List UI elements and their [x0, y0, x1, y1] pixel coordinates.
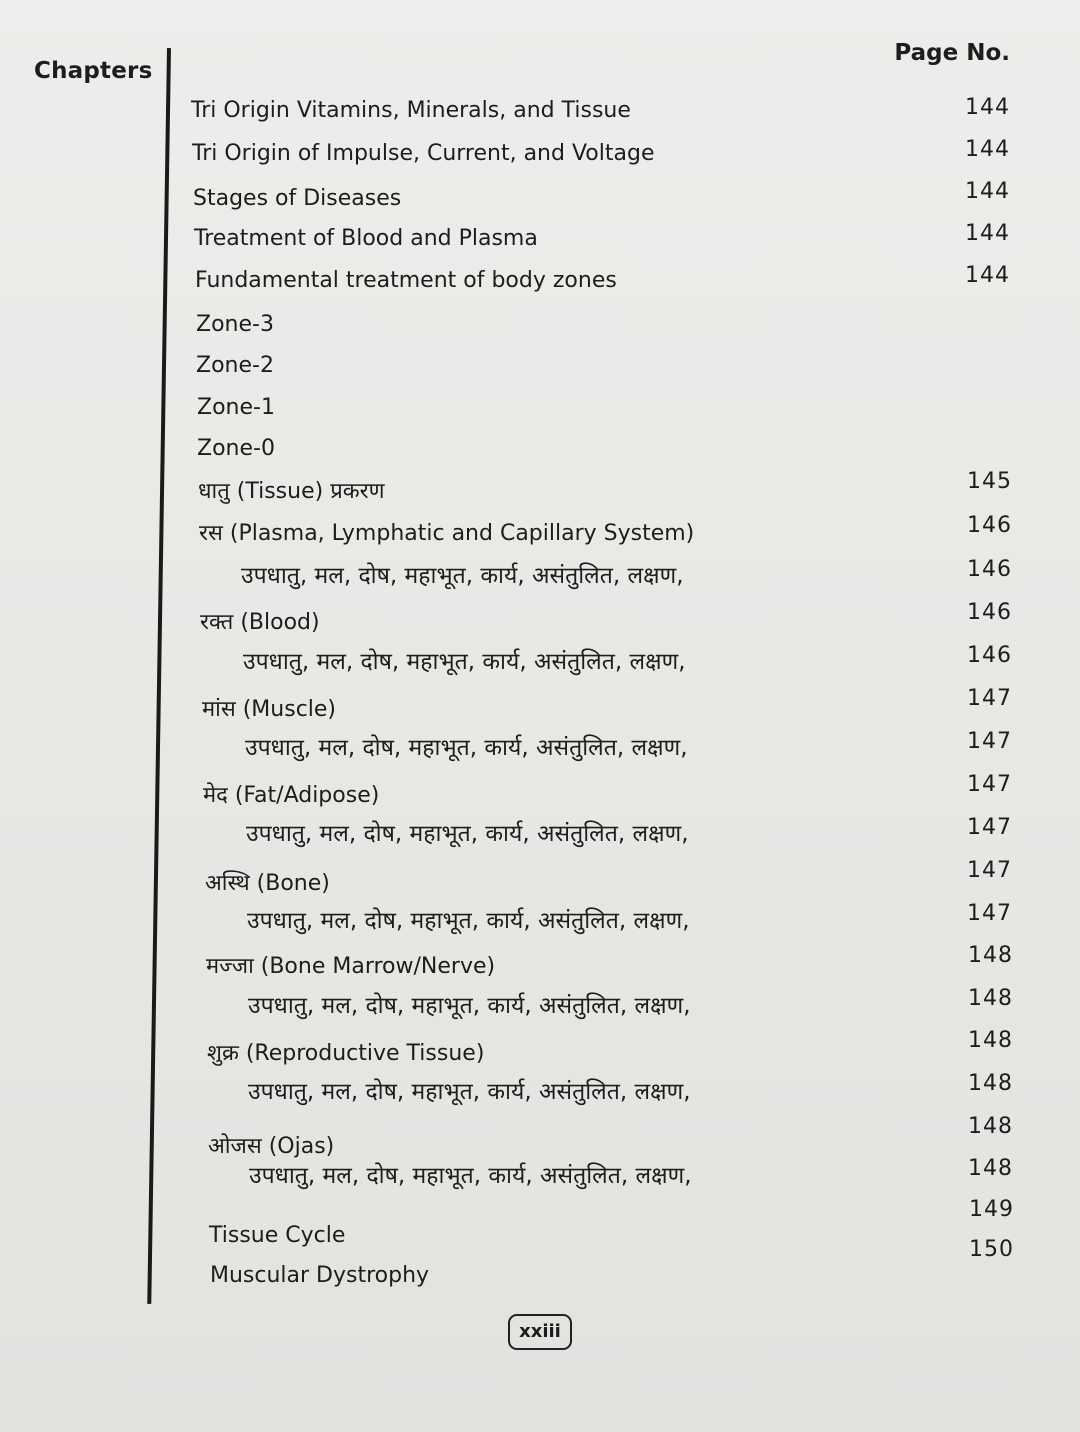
toc-entry-title: Zone-3: [196, 312, 274, 337]
toc-entry-title: मांस (Muscle): [202, 697, 337, 722]
page-folio: xxiii: [508, 1314, 572, 1350]
toc-subentry: उपधातु, मल, दोष, महाभूत, कार्य, असंतुलित, लक्षण,: [243, 649, 686, 675]
toc-subentry: उपधातु, मल, दोष, महाभूत, कार्य, असंतुलित, लक्षण,: [249, 1163, 692, 1189]
toc-page-number: 147: [967, 815, 1012, 840]
toc-page-number: 148: [968, 943, 1013, 968]
toc-subentry: उपधातु, मल, दोष, महाभूत, कार्य, असंतुलित, लक्षण,: [246, 821, 689, 847]
toc-page-number: 148: [968, 1071, 1013, 1096]
toc-entry-title: शुक्र (Reproductive Tissue): [207, 1041, 485, 1066]
toc-page-number: 147: [967, 729, 1012, 754]
toc-entry-title: ओजस (Ojas): [208, 1134, 335, 1159]
toc-entry-title: रस (Plasma, Lymphatic and Capillary System): [199, 521, 695, 546]
toc-entry-title: Stages of Diseases: [193, 186, 402, 211]
toc-page-number: 146: [967, 557, 1012, 582]
toc-page-number: 148: [968, 1114, 1013, 1139]
toc-page-number: 144: [965, 263, 1010, 288]
toc-page-number: 147: [967, 901, 1012, 926]
toc-page-number: 147: [967, 686, 1012, 711]
toc-page-number: 144: [965, 95, 1010, 120]
toc-entry-title: Fundamental treatment of body zones: [195, 268, 617, 293]
toc-entry-title: Tri Origin Vitamins, Minerals, and Tissue: [191, 98, 631, 123]
toc-page-number: 144: [965, 221, 1010, 246]
toc-page-number: 144: [965, 137, 1010, 162]
toc-page-number: 149: [969, 1197, 1014, 1222]
page-number-heading: Page No.: [894, 40, 1010, 66]
chapters-heading: Chapters: [34, 58, 153, 84]
toc-entry-title: मज्जा (Bone Marrow/Nerve): [206, 954, 496, 979]
toc-page-number: 147: [967, 858, 1012, 883]
toc-page-number: 146: [967, 513, 1012, 538]
toc-entry-title: अस्थि (Bone): [205, 871, 330, 896]
toc-entry-title: Tissue Cycle: [209, 1223, 346, 1248]
toc-entry-title: रक्त (Blood): [200, 610, 320, 635]
toc-page-number: 146: [967, 643, 1012, 668]
toc-subentry: उपधातु, मल, दोष, महाभूत, कार्य, असंतुलित, लक्षण,: [245, 735, 688, 761]
toc-entry-title: Zone-2: [196, 353, 274, 378]
toc-entry-title: Zone-0: [197, 436, 275, 461]
toc-entry-title: Zone-1: [197, 395, 275, 420]
toc-subentry: उपधातु, मल, दोष, महाभूत, कार्य, असंतुलित, लक्षण,: [248, 993, 691, 1019]
toc-entry-title: धातु (Tissue) प्रकरण: [198, 479, 385, 504]
toc-page-number: 144: [965, 179, 1010, 204]
toc-page-number: 145: [967, 469, 1012, 494]
toc-page-number: 148: [968, 1028, 1013, 1053]
toc-entry-title: Tri Origin of Impulse, Current, and Voltage: [192, 141, 655, 166]
toc-entry-title: Treatment of Blood and Plasma: [194, 226, 538, 251]
toc-subentry: उपधातु, मल, दोष, महाभूत, कार्य, असंतुलित, लक्षण,: [248, 1079, 691, 1105]
toc-page-number: 148: [968, 1156, 1013, 1181]
toc-page-number: 148: [968, 986, 1013, 1011]
toc-page-number: 146: [967, 600, 1012, 625]
toc-subentry: उपधातु, मल, दोष, महाभूत, कार्य, असंतुलित, लक्षण,: [241, 563, 684, 589]
toc-entry-title: मेद (Fat/Adipose): [203, 783, 380, 808]
toc-subentry: उपधातु, मल, दोष, महाभूत, कार्य, असंतुलित, लक्षण,: [247, 908, 690, 934]
toc-entry-title: Muscular Dystrophy: [210, 1263, 430, 1288]
toc-page-number: 147: [967, 772, 1012, 797]
toc-page-number: 150: [969, 1237, 1014, 1262]
